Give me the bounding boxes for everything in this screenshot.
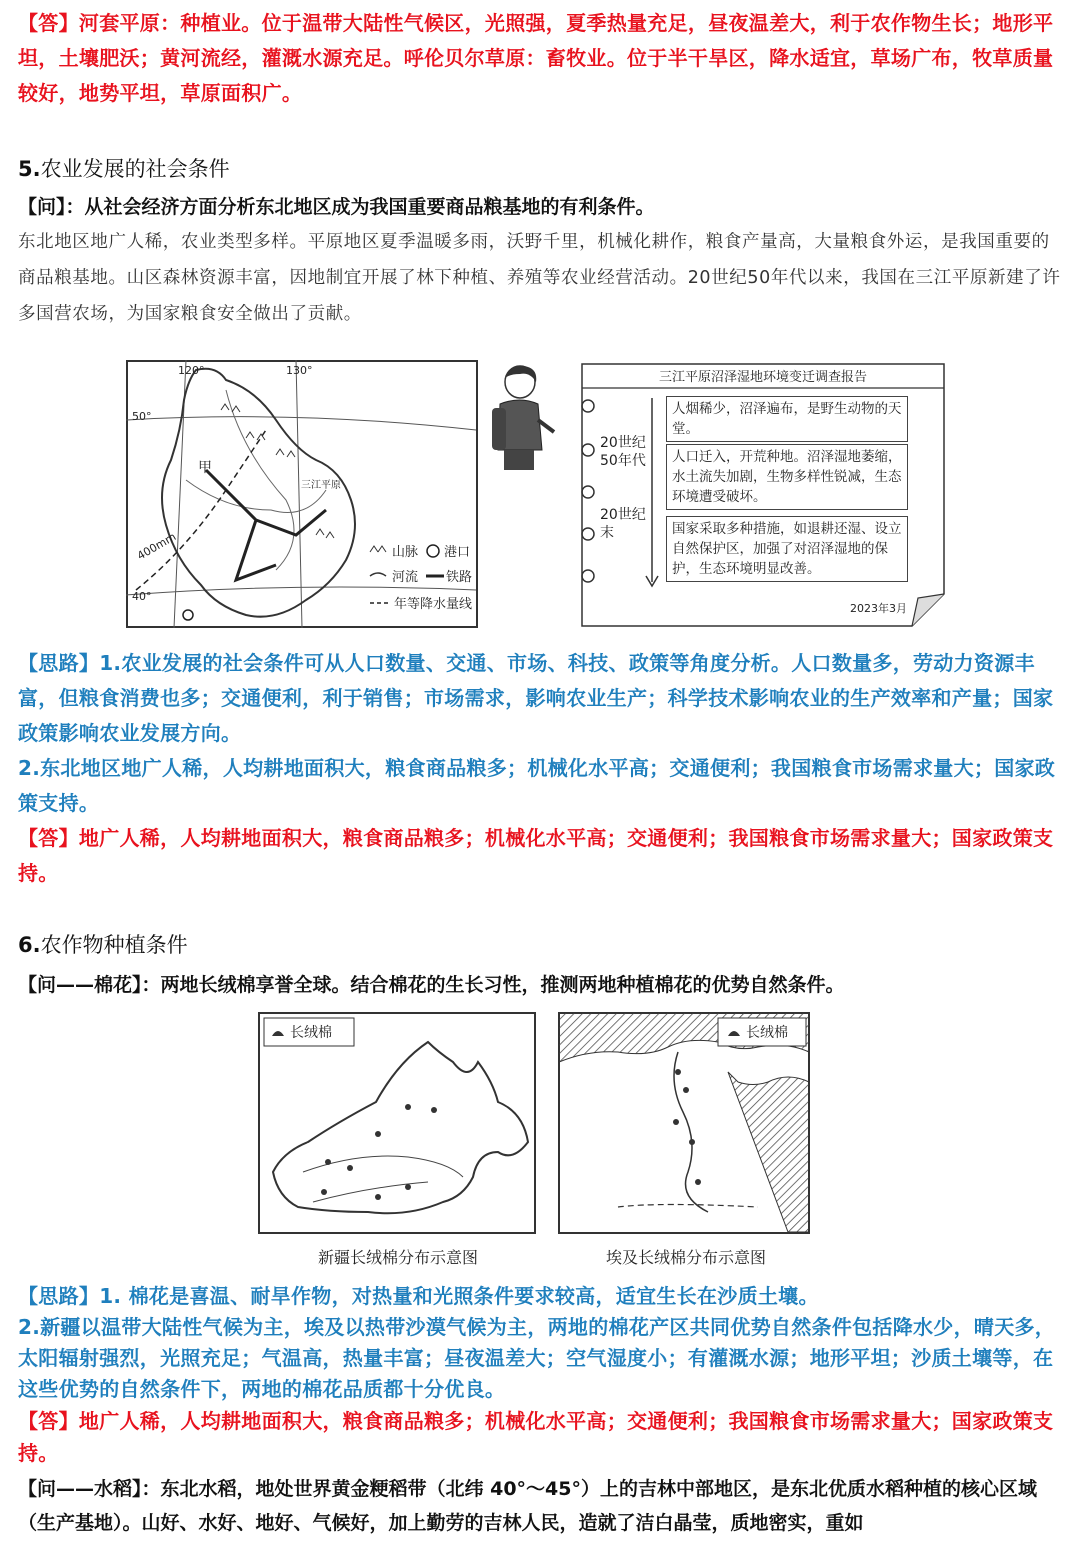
survey-report	[578, 362, 948, 628]
report-date: 2023年3月	[850, 602, 907, 615]
lon-120-label: 120°	[178, 364, 205, 377]
lat-40-label: 40°	[132, 590, 152, 603]
report-period-end-20th: 20世纪末	[600, 507, 646, 541]
egypt-legend-cotton: 长绒棉	[746, 1025, 788, 1041]
section-5-number: 5.	[18, 157, 41, 181]
report-box-2: 人口迁入，开荒种地。沼泽湿地萎缩，水土流失加剧，生物多样性锐减，生态环境遭受破坏。	[666, 444, 908, 510]
isohyet-400mm-label: 400mm	[135, 530, 179, 563]
legend-isohyet: 年等降水量线	[394, 597, 473, 612]
legend-mountain: 山脉	[392, 545, 419, 560]
report-title: 三江平原沼泽湿地环境变迁调查报告	[658, 370, 867, 385]
jia-label: 甲	[198, 460, 212, 476]
legend-river: 河流	[392, 570, 419, 585]
section-5-thinking-2: 2.东北地区地广人稀，人均耕地面积大，粮食商品粮多；机械化水平高；交通便利；我国粮食市场需求量大；国家政策支持。	[18, 756, 1056, 815]
lon-130-label: 130°	[286, 364, 313, 377]
section-5-question: 【问】：从社会经济方面分析东北地区成为我国重要商品粮基地的有利条件。	[18, 196, 655, 218]
xinjiang-cotton-map	[258, 1012, 536, 1234]
sanjiang-label: 三江平原	[301, 480, 341, 491]
section-6-heading	[18, 930, 1062, 960]
section-6-thinking-2: 2.新疆以温带大陆性气候为主，埃及以热带沙漠气候为主，两地的棉花产区共同优势自然条件包括降水少，晴天多，太阳辐射强烈，光照充足；气温高，热量丰富；昼夜温差大；空气湿度小；有灌溉水源；地形平坦；沙质土壤等，在这些优势的自然条件下，两地的棉花品质都十分优良。	[18, 1315, 1056, 1401]
northeast-map	[126, 360, 478, 628]
section-5-answer: 【答】地广人稀，人均耕地面积大，粮食商品粮多；机械化水平高；交通便利；我国粮食市场需求量大；国家政策支持。	[18, 826, 1054, 885]
legend-rail: 铁路	[446, 570, 473, 585]
section-6-question-rice: 【问——水稻】：东北水稻，地处世界黄金粳稻带（北纬 40°～45°）上的吉林中部地区，是东北优质水稻种植的核心区域（生产基地）。山好、水好、地好、气候好，加上勤劳的吉林人民，造就了洁白晶莹，质地密实，重如	[18, 1478, 1037, 1534]
answer-top: 【答】河套平原：种植业。位于温带大陆性气候区，光照强，夏季热量充足，昼夜温差大，利于农作物生长；地形平坦，土壤肥沃；黄河流经，灌溉水源充足。呼伦贝尔草原：畜牧业。位于半干旱区，降水适宜，草场广布，牧草质量较好，地势平坦，草原面积广。	[18, 11, 1054, 105]
egypt-map-caption: 埃及长绒棉分布示意图	[606, 1248, 767, 1267]
section-6-question-cotton: 【问——棉花】：两地长绒棉享誉全球。结合棉花的生长习性，推测两地种植棉花的优势自然条件。	[18, 974, 845, 996]
section-5-material: 东北地区地广人稀，农业类型多样。平原地区夏季温暖多雨，沃野千里，机械化耕作，粮食产量高，大量粮食外运，是我国重要的商品粮基地。山区森林资源丰富，因地制宜开展了林下种植、养殖等农业经营活动。20世纪50年代以来，我国在三江平原新建了许多国营农场，为国家粮食安全做出了贡献。	[18, 232, 1061, 324]
section-6-answer: 【答】地广人稀，人均耕地面积大，粮食商品粮多；机械化水平高；交通便利；我国粮食市场需求量大；国家政策支持。	[18, 1409, 1054, 1465]
section-6-thinking-1: 【思路】1. 棉花是喜温、耐旱作物，对热量和光照条件要求较高，适宜生长在沙质土壤。	[18, 1284, 819, 1308]
boy-illustration	[478, 360, 558, 472]
xinjiang-legend-cotton: 长绒棉	[290, 1025, 332, 1041]
egypt-cotton-map	[558, 1012, 810, 1234]
section-6-number: 6.	[18, 933, 41, 957]
xinjiang-map-caption: 新疆长绒棉分布示意图	[318, 1248, 479, 1267]
section-5-thinking-1: 【思路】1.农业发展的社会条件可从人口数量、交通、市场、科技、政策等角度分析。人口数量多，劳动力资源丰富，但粮食消费也多；交通便利，利于销售；市场需求，影响农业生产；科学技术影响农业的生产效率和产量；国家政策影响农业发展方向。	[18, 651, 1054, 745]
section-5-title: 农业发展的社会条件	[40, 157, 230, 181]
report-period-1950s: 20世纪50年代	[600, 435, 646, 469]
legend-port: 港口	[444, 545, 471, 560]
section-6-title: 农作物种植条件	[40, 933, 188, 957]
lat-50-label: 50°	[132, 410, 152, 423]
report-box-3: 国家采取多种措施，如退耕还湿、设立自然保护区，加强了对沼泽湿地的保护，生态环境明显改善。	[666, 516, 908, 582]
report-box-1: 人烟稀少，沼泽遍布，是野生动物的天堂。	[666, 396, 908, 442]
section-5-heading	[18, 154, 1062, 184]
